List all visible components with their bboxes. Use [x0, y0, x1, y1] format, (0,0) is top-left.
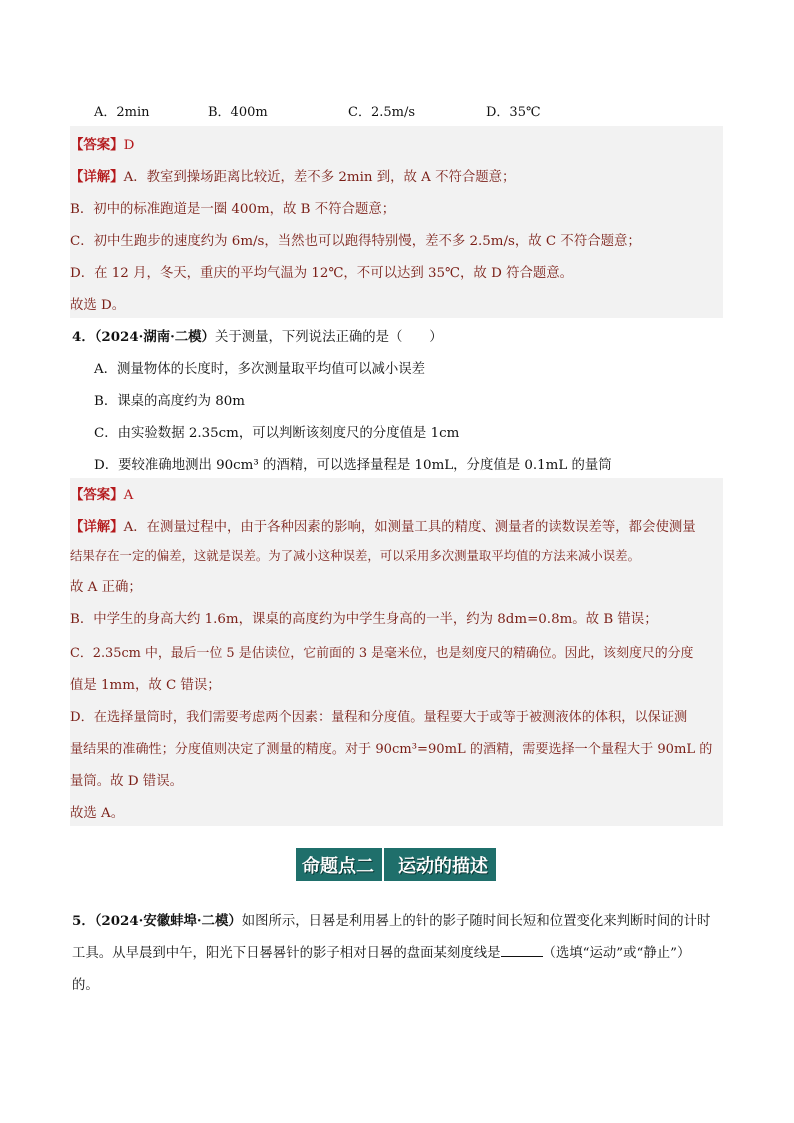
answer-tag: 【答案】 — [70, 487, 124, 503]
answer-value: A — [123, 488, 134, 503]
q3-detail-line: 【详解】A．教室到操场距离比较近，差不多 2min 到，故 A 不符合题意； — [70, 169, 516, 185]
q4-detail-line: 故 A 正确； — [70, 580, 142, 595]
q4-detail-line: 值是 1mm，故 C 错误； — [70, 678, 221, 693]
q3-option-b: B．400m — [208, 105, 268, 120]
q4-option-c: C．由实验数据 2.35cm，可以判断该刻度尺的分度值是 1cm — [94, 426, 460, 441]
q4-detail-line: B．中学生的身高大约 1.6m，课桌的高度约为中学生身高的一半，约为 8dm=0.8m。故 B 错误； — [70, 612, 658, 627]
q5-stem-line: 的。 — [72, 978, 99, 993]
q4-option-d: D．要较准确地测出 90cm³ 的酒精，可以选择量程是 10mL，分度值是 0.1mL 的量筒 — [94, 458, 612, 473]
section-title: 运动的描述 — [384, 848, 496, 881]
q3-detail-line: B．初中的标准跑道是一圈 400m，故 B 不符合题意； — [70, 202, 396, 217]
q3-option-a: A．2min — [94, 105, 150, 120]
q4-option-b: B．课桌的高度约为 80m — [94, 394, 245, 409]
q3-detail-line: D．在 12 月，冬天，重庆的平均气温为 12℃，不可以达到 35℃，故 D 符合题意。 — [70, 266, 574, 281]
q4-detail-line: 【详解】A．在测量过程中，由于各种因素的影响，如测量工具的精度、测量者的读数误差等，都会使测量 — [70, 519, 696, 535]
fill-blank[interactable] — [501, 944, 543, 957]
q3-answer — [70, 134, 134, 153]
q3-detail-line: 故选 D。 — [70, 298, 126, 313]
q5-stem-line: 工具。从早晨到中午，阳光下日晷晷针的影子相对日晷的盘面某刻度线是 （选填“运动”或“静止”） — [72, 946, 691, 961]
answer-tag: 【答案】 — [70, 137, 124, 153]
q3-option-d: D．35℃ — [486, 105, 541, 120]
q4-answer — [70, 484, 133, 503]
detail-tag: 【详解】 — [70, 519, 124, 535]
answer-value: D — [123, 138, 135, 153]
q4-detail-line: C．2.35cm 中，最后一位 5 是估读位，它前面的 3 是毫米位，也是刻度尺的精确位。因此，该刻度尺的分度 — [70, 646, 694, 661]
section-label: 命题点二 — [296, 848, 384, 881]
detail-tag: 【详解】 — [70, 169, 124, 185]
q4-stem: 4．（2024·湖南·二模）关于测量，下列说法正确的是（ ） — [72, 329, 443, 345]
q4-detail-line: D．在选择量筒时，我们需要考虑两个因素：量程和分度值。量程要大于或等于被测液体的体积，以保证测 — [70, 710, 688, 725]
q5-stem-line: 5．（2024·安徽蚌埠·二模）如图所示，日晷是利用晷上的针的影子随时间长短和位置变化来判断时间的计时 — [72, 913, 711, 929]
q5-number-source: 5．（2024·安徽蚌埠·二模） — [72, 913, 242, 929]
section-heading — [296, 848, 496, 881]
q4-detail-line: 量筒。故 D 错误。 — [70, 774, 183, 789]
q4-detail-line: 结果存在一定的偏差，这就是误差。为了减小这种误差，可以采用多次测量取平均值的方法来减小误差。 — [70, 548, 640, 563]
q3-answer-block — [70, 126, 723, 318]
q3-detail-line: C．初中生跑步的速度约为 6m/s，当然也可以跑得特别慢，差不多 2.5m/s，故 C 不符合题意； — [70, 234, 641, 249]
q4-detail-line: 故选 A。 — [70, 806, 125, 821]
q3-option-c: C．2.5m/s — [348, 105, 415, 120]
q4-answer-block — [70, 478, 723, 826]
q4-detail-line: 量结果的准确性；分度值则决定了测量的精度。对于 90cm³=90mL 的酒精，需要选择一个量程大于 90mL 的 — [70, 742, 713, 757]
q4-number-source: 4．（2024·湖南·二模） — [72, 329, 215, 345]
q4-option-a: A．测量物体的长度时，多次测量取平均值可以减小误差 — [94, 362, 426, 377]
